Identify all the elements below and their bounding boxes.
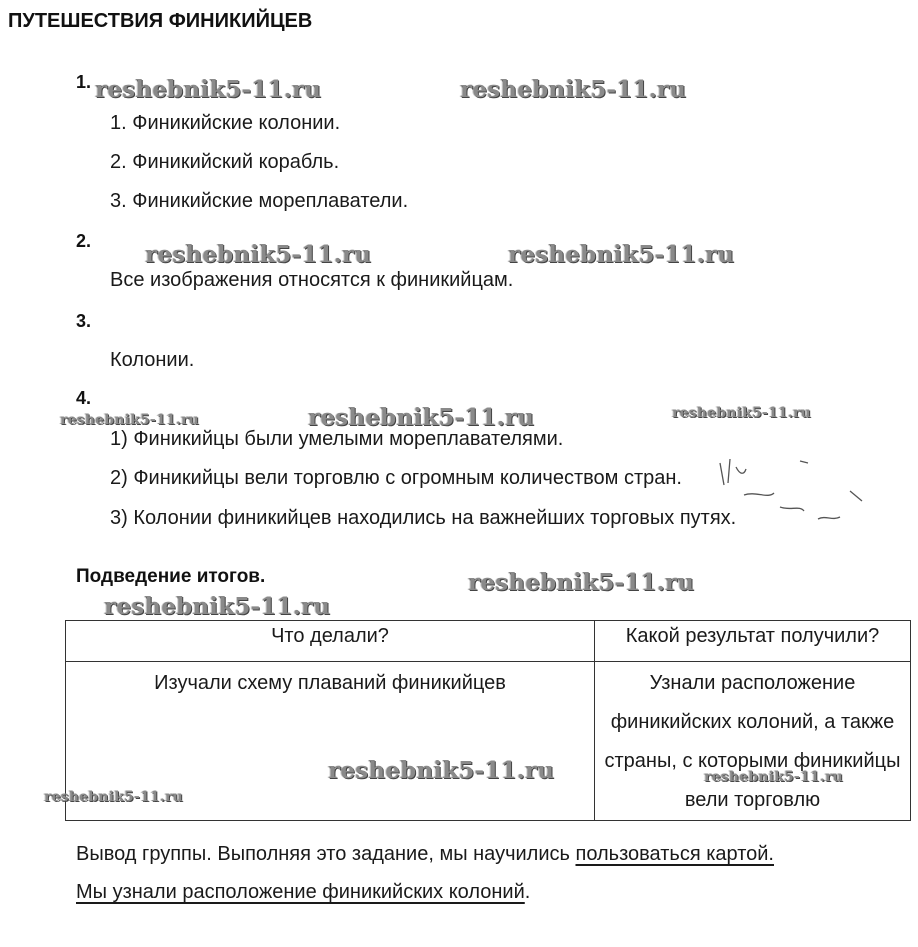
conclusion-prefix: Вывод группы. Выполняя это задание, мы научились (76, 843, 576, 865)
task-3-line-1: Колонии. (110, 349, 195, 371)
task-4-line-3: 3) Колонии финикийцев находились на важнейших торговых путях. (110, 507, 737, 529)
task-1-line-2: 2. Финикийский корабль. (110, 151, 340, 173)
watermark: reshebnik5-11.ru (468, 569, 695, 596)
table-header-cell: Что делали? (66, 621, 595, 662)
task-1-line-1: 1. Финикийские колонии. (110, 112, 341, 134)
watermark: reshebnik5-11.ru (508, 241, 735, 268)
conclusion-line-1 (76, 843, 774, 866)
watermark: reshebnik5-11.ru (704, 769, 843, 785)
watermark: reshebnik5-11.ru (95, 76, 322, 103)
results-table (65, 620, 911, 821)
conclusion-underlined-1: пользоваться картой. (575, 843, 774, 865)
watermark: reshebnik5-11.ru (460, 76, 687, 103)
conclusion-underlined-2: Мы узнали расположение финикийских колоний (76, 881, 525, 903)
scribble-marks (700, 455, 870, 530)
table-header-cell: Какой результат получили? (595, 621, 911, 662)
task-2-number: 2. (76, 231, 92, 251)
watermark: reshebnik5-11.ru (672, 405, 811, 421)
task-1-line-3: 3. Финикийские мореплаватели. (110, 190, 409, 212)
task-1-number: 1. (76, 72, 92, 92)
watermark: reshebnik5-11.ru (60, 412, 199, 428)
table-cell: Изучали схему плаваний финикийцев (66, 662, 595, 821)
watermark: reshebnik5-11.ru (104, 593, 331, 620)
table-row (66, 662, 911, 821)
watermark: reshebnik5-11.ru (328, 757, 555, 784)
table-cell: Узнали расположение финикийских колоний, а также страны, с которыми финикийцы вели торговлю (595, 662, 911, 821)
task-3-number: 3. (76, 311, 92, 331)
conclusion-suffix: . (524, 881, 531, 903)
watermark: reshebnik5-11.ru (308, 404, 535, 431)
watermark: reshebnik5-11.ru (44, 789, 183, 805)
table-header-row (66, 621, 911, 662)
task-4-line-1: 1) Финикийцы были умелыми мореплавателями. (110, 428, 564, 450)
task-4-line-2: 2) Финикийцы вели торговлю с огромным количеством стран. (110, 467, 682, 489)
page-title: ПУТЕШЕСТВИЯ ФИНИКИЙЦЕВ (8, 10, 313, 32)
task-4-number: 4. (76, 388, 92, 408)
conclusion-line-2 (76, 881, 530, 904)
summary-heading: Подведение итогов. (76, 566, 266, 587)
task-2-line-1: Все изображения относятся к финикийцам. (110, 269, 514, 291)
watermark: reshebnik5-11.ru (145, 241, 372, 268)
